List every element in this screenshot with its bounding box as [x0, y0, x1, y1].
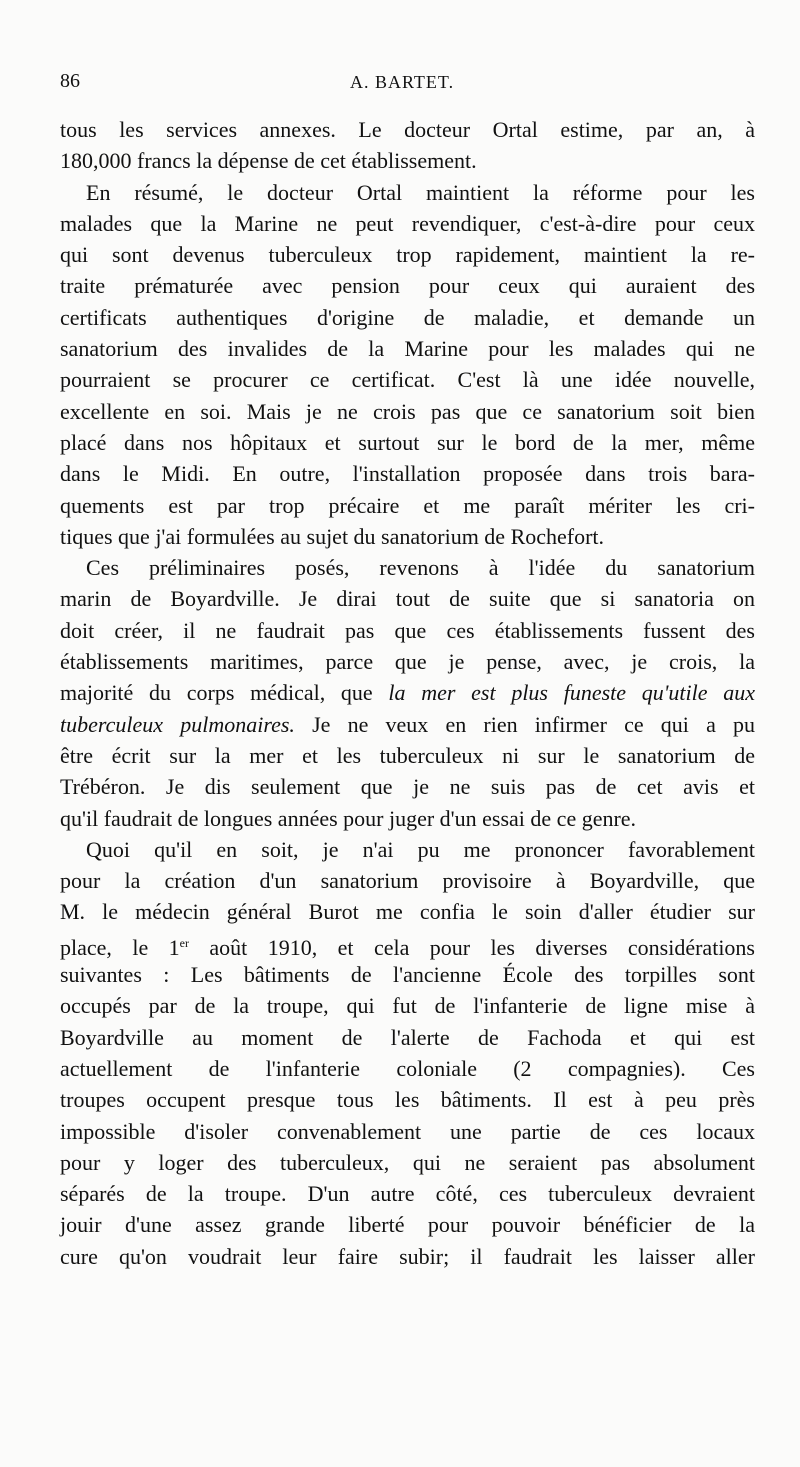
text-line: tiques que j'ai formulées au sujet du sanatorium de Rochefort.	[60, 523, 605, 549]
text-line: occupés par de la troupe, qui fut de l'infanterie de ligne mise à	[60, 993, 755, 1019]
text-line: marin de Boyardville. Je dirai tout de suite que si sanatoria on	[60, 586, 755, 612]
text-segment: Je ne veux en rien infirmer ce qui a pu	[312, 711, 756, 737]
text-line: être écrit sur la mer et les tuberculeux ni sur le sanatorium de	[60, 742, 755, 768]
text-segment: août 1910, et cela pour les diverses considérations	[209, 934, 755, 960]
paragraph-start-line: Ces préliminaires posés, revenons à l'idée du sanatorium	[86, 555, 755, 581]
text-line: M. le médecin général Burot me confia le soin d'aller étudier sur	[60, 899, 755, 925]
text-line: Trébéron. Je dis seulement que je ne suis pas de cet avis et	[60, 774, 755, 800]
italic-quote: la mer est plus funeste qu'utile aux	[388, 680, 756, 706]
text-line: impossible d'isoler convenablement une partie de ces locaux	[60, 1118, 755, 1144]
text-line: excellente en soi. Mais je ne crois pas que ce sanatorium soit bien	[60, 398, 755, 424]
text-line: séparés de la troupe. D'un autre côté, ces tuberculeux devraient	[60, 1181, 755, 1207]
text-line: établissements maritimes, parce que je pense, avec, je crois, la	[60, 649, 755, 675]
text-line: tous les services annexes. Le docteur Ortal estime, par an, à	[60, 117, 755, 142]
text-line: suivantes : Les bâtiments de l'ancienne École des torpilles sont	[60, 962, 755, 988]
text-line: certificats authentiques d'origine de maladie, et demande un	[60, 304, 755, 330]
running-header	[60, 70, 760, 100]
text-line: traite prématurée avec pension pour ceux qui auraient des	[60, 273, 755, 299]
body-text	[60, 114, 755, 1272]
superscript: er	[179, 935, 189, 950]
header-title: A. BARTET.	[350, 72, 455, 92]
text-segment: majorité du corps médical, que	[60, 680, 373, 706]
paragraph-start-line: En résumé, le docteur Ortal maintient la réforme pour les	[86, 179, 755, 205]
text-line: qui sont devenus tuberculeux trop rapidement, maintient la re-	[60, 242, 755, 268]
text-line: qu'il faudrait de longues années pour juger d'un essai de ce genre.	[60, 805, 637, 831]
text-line: jouir d'une assez grande liberté pour pouvoir bénéficier de la	[60, 1212, 755, 1238]
text-line: sanatorium des invalides de la Marine pour les malades qui ne	[60, 336, 755, 362]
italic-quote: tuberculeux pulmonaires.	[60, 711, 295, 737]
text-line: quements est par trop précaire et me paraît mériter les cri-	[60, 492, 755, 518]
text-line-with-italic	[60, 709, 755, 740]
text-line: actuellement de l'infanterie coloniale (2 compagnies). Ces	[60, 1055, 755, 1081]
text-segment: place, le 1	[60, 934, 180, 960]
text-line: doit créer, il ne faudrait pas que ces établissements fussent des	[60, 617, 755, 643]
text-line: Boyardville au moment de l'alerte de Fachoda et qui est	[60, 1024, 755, 1050]
text-line-with-superscript	[60, 928, 755, 959]
text-line: pourraient se procurer ce certificat. C'est là une idée nouvelle,	[60, 367, 755, 393]
text-line: pour y loger des tuberculeux, qui ne seraient pas absolument	[60, 1149, 755, 1175]
text-line-with-italic	[60, 677, 755, 708]
text-line: 180,000 francs la dépense de cet établissement.	[60, 148, 477, 174]
text-line: troupes occupent presque tous les bâtiments. Il est à peu près	[60, 1087, 755, 1113]
paragraph-start-line: Quoi qu'il en soit, je n'ai pu me prononcer favorablement	[86, 836, 755, 862]
page-number: 86	[60, 70, 80, 92]
text-line: pour la création d'un sanatorium provisoire à Boyardville, que	[60, 868, 755, 894]
text-line: malades que la Marine ne peut revendiquer, c'est-à-dire pour ceux	[60, 210, 755, 236]
text-line: dans le Midi. En outre, l'installation proposée dans trois bara-	[60, 461, 755, 487]
text-line: placé dans nos hôpitaux et surtout sur le bord de la mer, même	[60, 429, 755, 455]
text-line: cure qu'on voudrait leur faire subir; il faudrait les laisser aller	[60, 1243, 755, 1269]
